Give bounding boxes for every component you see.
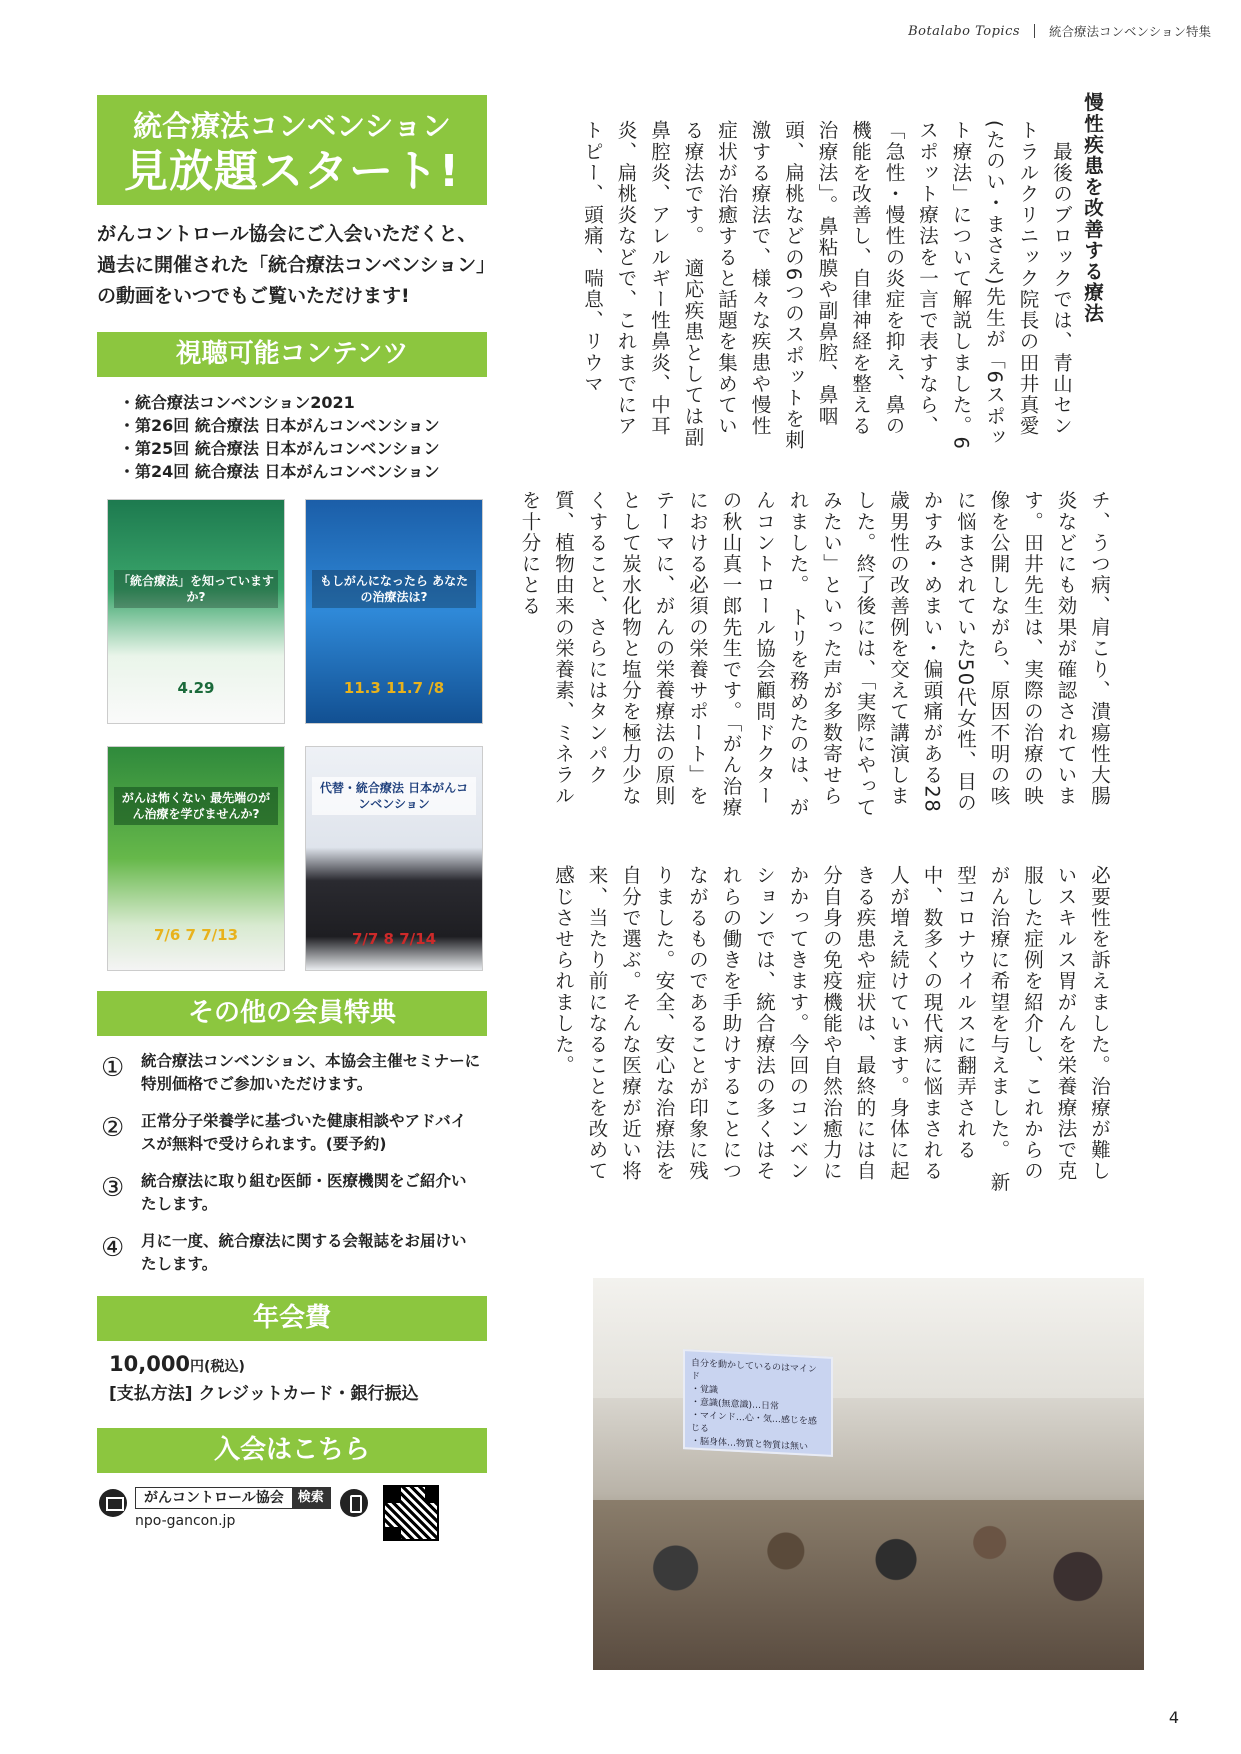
benefit-number: ④ xyxy=(101,1233,125,1263)
article-column-3: 必要性を訴えました。治療が難しいスキルス胃がんを栄養療法で克服した症例を紹介し、これからのがん治療に希望を与えました。 新型コロナウイルスに翻弄される中、数多くの現代病に悩まされる人が増え続けています。身体に起きる疾患や症状は、最終的には自分自身の免疫機能や自然治癒力にかかってきます。今回のコンベンションでは、統合療法の多くはそれらの働きを手助けすることにつながるものであることが印象に残りました。安全、安心な治療法を自分で選ぶ。そんな医療が近い将来、当たり前になることを改めて感じさせられました。 xyxy=(552,865,1111,1193)
benefits-heading: その他の会員特典 xyxy=(97,991,487,1036)
benefit-text: 統合療法に取り組む医師・医療機関をご紹介いたします。 xyxy=(141,1172,467,1213)
search-button[interactable]: 検索 xyxy=(292,1488,330,1508)
benefit-item xyxy=(101,1110,487,1156)
poster-date: 4.29 xyxy=(177,679,215,697)
poster-title: がんは怖くない 最先端のがん治療を学びませんか? xyxy=(114,787,278,825)
projection-screen xyxy=(683,1349,833,1457)
membership-sidebar xyxy=(97,95,487,1473)
fee-unit: 円(税込) xyxy=(190,1359,245,1375)
benefit-number: ② xyxy=(101,1113,125,1143)
promo-banner xyxy=(97,95,487,205)
promo-banner-line1: 統合療法コンベンション xyxy=(133,109,451,143)
poster-date: 7/7 8 7/14 xyxy=(351,930,437,948)
convention-photo xyxy=(593,1278,1144,1670)
poster-convention-2021[interactable] xyxy=(107,499,285,724)
search-box[interactable] xyxy=(135,1487,331,1509)
join-heading: 入会はこちら xyxy=(97,1428,487,1473)
fee-heading: 年会費 xyxy=(97,1296,487,1341)
article-column-2: チ、うつ病、肩こり、潰瘍性大腸炎などにも効果が確認されています。田井先生は、実際の治療の映像を公開しながら、原因不明の咳に悩まされていた50代女性、目のかすみ・めまい・偏頭痛がある28歳男性の改善例を交えて講演しました。終了後には、「実際にやってみたい」といった声が多数寄せられました。 トリを務めたのは、がんコントロール協会顧問ドクターの秋山真一郎先生です。「がん治療における必須の栄養サポート」をテーマに、がんの栄養療法の原則として炭水化物と塩分を極力少なくすること、さらにはタンパク質、植物由来の栄養素、ミネラルを十分にとる xyxy=(518,490,1111,818)
poster-date: 11.3 11.7 /8 xyxy=(343,679,445,697)
header-section: 統合療法コンベンション特集 xyxy=(1049,24,1211,39)
website-url[interactable]: npo-gancon.jp xyxy=(135,1513,236,1529)
article-column-1: 最後のブロックでは、青山セントラルクリニック院長の田井真愛(たのい・まさえ)先生が「6スポット療法」について解説しました。6スポット療法を一言で表すなら、「急性・慢性の炎症を抑え、鼻の機能を改善し、自律神経を整える治療法」。鼻粘膜や副鼻腔、鼻咽頭、扁桃などの6つのスポットを刺激する療法で、様々な疾患や慢性症状が治癒すると話題を集めている療法です。 適応疾患としては副鼻腔炎、アレルギー性鼻炎、中耳炎、扁桃炎などで、これまでにアトピー、頭痛、喘息、リウマ xyxy=(581,120,1073,451)
poster-title: もしがんになったら あなたの治療法は? xyxy=(312,570,476,608)
poster-grid xyxy=(97,499,487,971)
poster-convention-25[interactable] xyxy=(107,746,285,971)
article-heading: 慢性疾患を改善する療法 xyxy=(1081,92,1104,325)
benefits-list xyxy=(97,1050,487,1276)
screen-text: 自分を動かしているのはマインド ・覚識 ・意識(無意識)…日常 ・マインド…心・気…感じを感じる ・脳身体…物質と物質は無い xyxy=(691,1358,817,1453)
computer-icon xyxy=(99,1489,127,1517)
fee-amount: 10,000 xyxy=(109,1352,191,1376)
poster-convention-26[interactable] xyxy=(305,499,483,724)
benefit-number: ① xyxy=(101,1053,125,1083)
fee-amount-line xyxy=(97,1351,487,1380)
photo-audience xyxy=(593,1500,1144,1670)
promo-intro: がんコントロール協会にご入会いただくと、過去に開催された「統合療法コンベンション」の動画をいつでもご覧いただけます! xyxy=(97,223,486,307)
poster-title: 「統合療法」を知っていますか? xyxy=(114,570,278,608)
header-divider xyxy=(1034,24,1035,38)
page-header xyxy=(908,18,1211,44)
qr-code[interactable] xyxy=(383,1485,439,1541)
benefit-text: 統合療法コンベンション、本協会主催セミナーに特別価格でご参加いただけます。 xyxy=(141,1052,481,1093)
benefit-number: ③ xyxy=(101,1173,125,1203)
photo-ceiling xyxy=(593,1278,1144,1398)
fee-payment: [支払方法] クレジットカード・銀行振込 xyxy=(109,1384,419,1404)
list-item: ・第25回 統合療法 日本がんコンベンション xyxy=(119,439,440,458)
list-item: ・第26回 統合療法 日本がんコンベンション xyxy=(119,416,440,435)
join-info xyxy=(97,1485,487,1555)
header-brand: Botalabo Topics xyxy=(908,23,1021,39)
list-item: ・統合療法コンベンション2021 xyxy=(119,393,355,412)
contents-list xyxy=(97,391,487,483)
benefit-text: 正常分子栄養学に基づいた健康相談やアドバイスが無料で受けられます。(要予約) xyxy=(141,1112,467,1153)
poster-title: 代替・統合療法 日本がんコンベンション xyxy=(312,777,476,815)
benefit-item xyxy=(101,1050,487,1096)
contents-heading: 視聴可能コンテンツ xyxy=(97,332,487,377)
promo-banner-line2: 見放題スタート! xyxy=(123,146,461,197)
poster-convention-24[interactable] xyxy=(305,746,483,971)
page-number: 4 xyxy=(1168,1708,1179,1727)
benefit-item xyxy=(101,1230,487,1276)
list-item: ・第24回 統合療法 日本がんコンベンション xyxy=(119,462,440,481)
poster-date: 7/6 7 7/13 xyxy=(153,926,239,944)
benefit-item xyxy=(101,1170,487,1216)
smartphone-icon xyxy=(340,1489,368,1517)
benefit-text: 月に一度、統合療法に関する会報誌をお届けいたします。 xyxy=(141,1232,467,1273)
search-query[interactable]: がんコントロール協会 xyxy=(144,1490,284,1506)
